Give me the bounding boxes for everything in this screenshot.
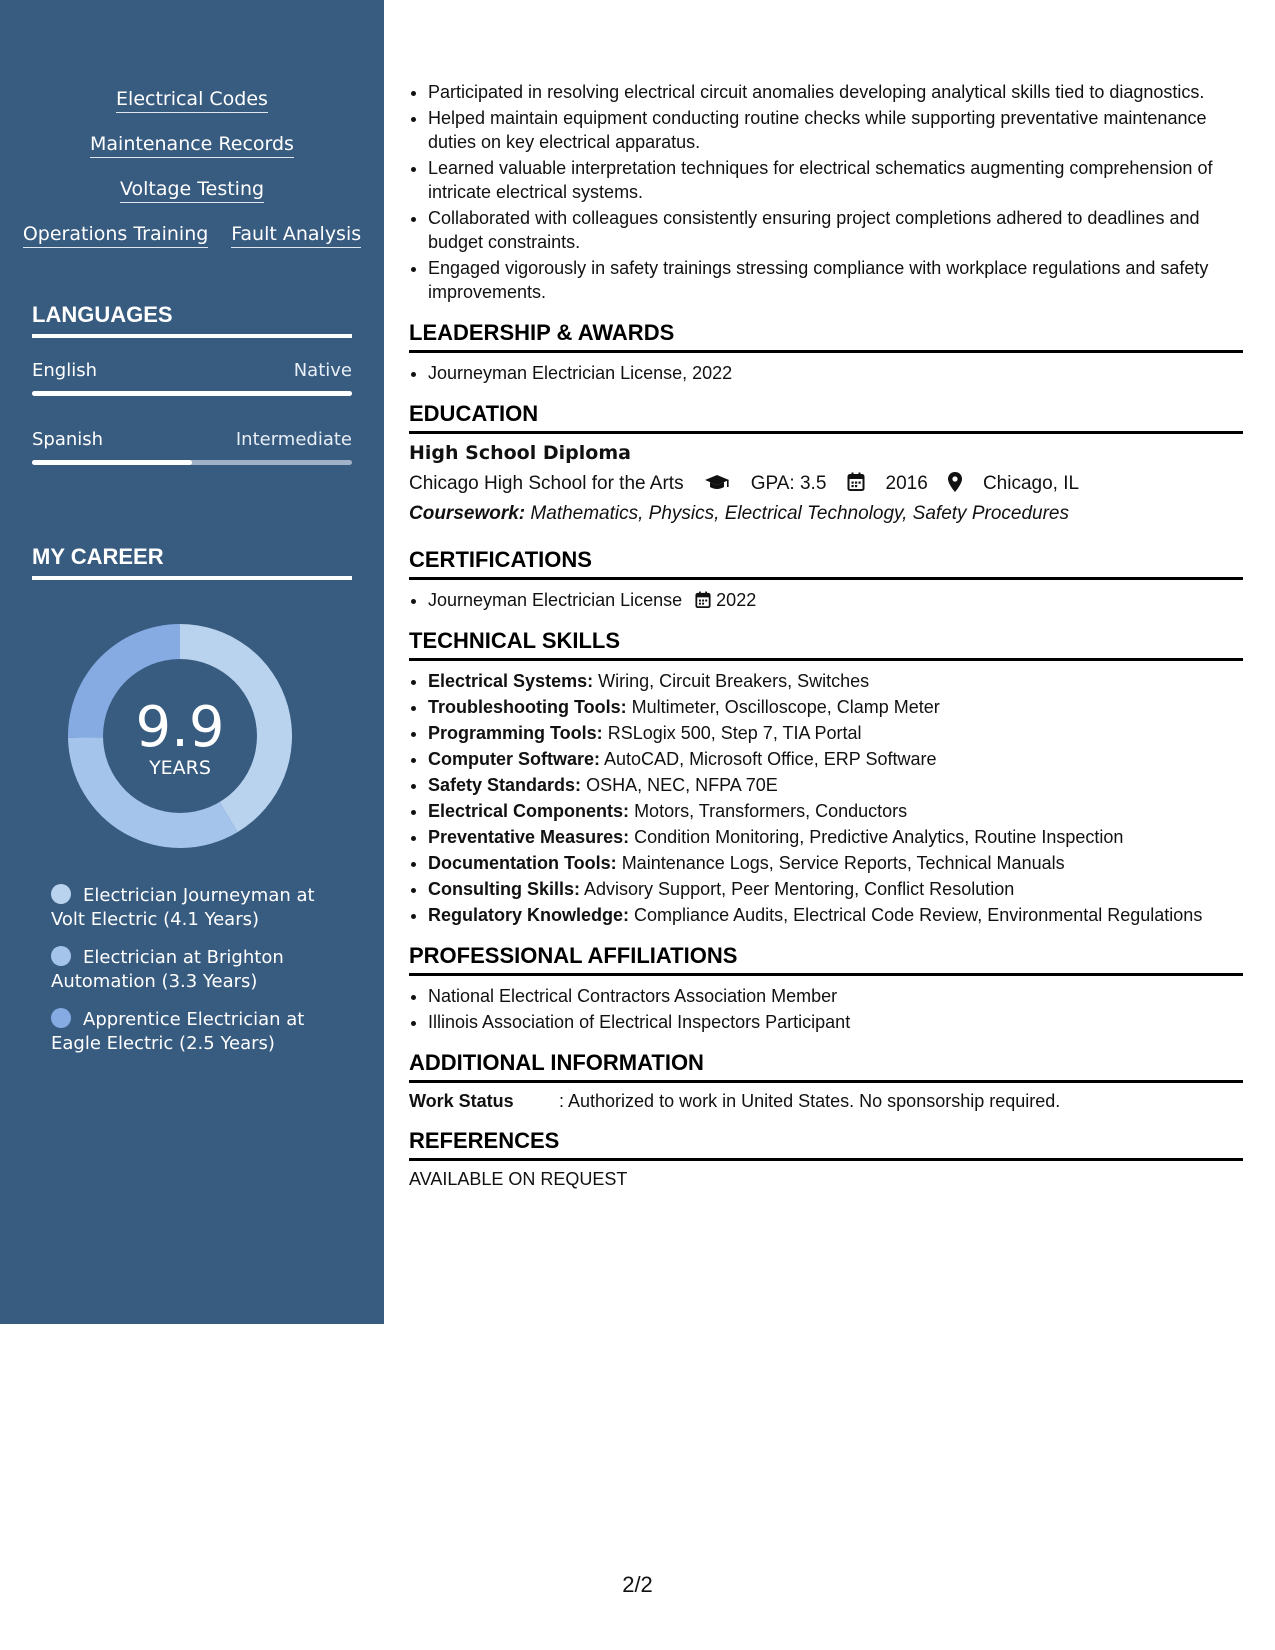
tech-skill-value: OSHA, NEC, NFPA 70E xyxy=(586,775,778,795)
career-dot-icon xyxy=(51,946,71,966)
skill-tag[interactable]: Fault Analysis xyxy=(231,223,361,248)
tech-skill-label: Safety Standards: xyxy=(428,775,582,795)
work-status-row xyxy=(409,1091,1243,1112)
tech-skill-value: AutoCAD, Microsoft Office, ERP Software xyxy=(604,749,937,769)
tech-skill-label: Consulting Skills: xyxy=(428,879,581,899)
tech-skill-label: Programming Tools: xyxy=(428,723,603,743)
gpa: GPA: 3.5 xyxy=(750,473,827,494)
tech-skill-label: Preventative Measures: xyxy=(428,827,630,847)
tech-skill-label: Regulatory Knowledge: xyxy=(428,905,630,925)
language-name: Spanish xyxy=(32,429,104,450)
language-name: English xyxy=(32,360,97,381)
tech-skill-item xyxy=(428,903,1243,927)
school-location: Chicago, IL xyxy=(982,473,1080,494)
skill-row xyxy=(0,133,384,158)
tech-skill-item xyxy=(428,695,1243,719)
affiliations-list xyxy=(409,984,1243,1034)
skill-tag[interactable]: Electrical Codes xyxy=(116,88,268,113)
additional-info-heading: ADDITIONAL INFORMATION xyxy=(409,1050,1243,1083)
language-level: Native xyxy=(293,360,352,381)
page-number: 2/2 xyxy=(622,1572,653,1597)
career-item xyxy=(51,884,341,932)
skill-row xyxy=(0,88,384,113)
skill-tag[interactable]: Maintenance Records xyxy=(90,133,294,158)
school-name: Chicago High School for the Arts xyxy=(409,473,684,494)
tech-skill-label: Documentation Tools: xyxy=(428,853,617,873)
career-item-text: Electrician at Brighton Automation (3.3 Years) xyxy=(51,947,284,992)
career-total-years: 9.9 xyxy=(135,695,225,760)
career-item-text: Electrician Journeyman at Volt Electric (4.1 Years) xyxy=(51,885,315,930)
education-details xyxy=(409,472,1243,495)
tech-skill-item xyxy=(428,799,1243,823)
technical-skills-list xyxy=(409,669,1243,927)
career-heading: MY CAREER xyxy=(32,544,352,580)
certification-year: 2022 xyxy=(716,590,757,610)
tech-skill-item xyxy=(428,851,1243,875)
main-content xyxy=(409,80,1243,1190)
experience-bullet: • Participated in resolving electrical circuit anomalies developing analytical skills tied to diagnostics. xyxy=(428,80,1243,104)
language-bar-fill xyxy=(32,391,352,396)
tech-skill-value: Advisory Support, Peer Mentoring, Conflict Resolution xyxy=(584,879,1015,899)
tech-skill-value: Compliance Audits, Electrical Code Review, Environmental Regulations xyxy=(634,905,1203,925)
sidebar xyxy=(0,0,384,1324)
tech-skill-label: Electrical Components: xyxy=(428,801,630,821)
work-status-value: : Authorized to work in United States. No sponsorship required. xyxy=(559,1091,1061,1111)
career-dot-icon xyxy=(51,884,71,904)
calendar-icon xyxy=(695,591,711,609)
experience-bullet: • Collaborated with colleagues consistently ensuring project completions adhered to deadlines and budget constraints. xyxy=(428,206,1243,254)
tech-skill-item xyxy=(428,877,1243,901)
coursework-label: Coursework: xyxy=(409,503,526,524)
leadership-item: • Journeyman Electrician License, 2022 xyxy=(428,361,1243,385)
career-donut-chart xyxy=(66,622,294,850)
experience-bullets xyxy=(409,80,1243,304)
tech-skill-value: Maintenance Logs, Service Reports, Technical Manuals xyxy=(621,853,1065,873)
tech-skill-value: Motors, Transformers, Conductors xyxy=(634,801,908,821)
experience-bullet: • Learned valuable interpretation techniques for electrical schematics augmenting comprehension of intricate electrical systems. xyxy=(428,156,1243,204)
references-text: AVAILABLE ON REQUEST xyxy=(409,1169,628,1189)
career-dot-icon xyxy=(51,1008,71,1028)
calendar-icon xyxy=(847,472,865,492)
career-item xyxy=(51,946,341,994)
coursework xyxy=(409,503,1243,525)
career-years-label: YEARS xyxy=(149,757,211,779)
tech-skill-label: Electrical Systems: xyxy=(428,671,594,691)
tech-skill-label: Computer Software: xyxy=(428,749,601,769)
language-bar xyxy=(32,391,352,396)
tech-skill-label: Troubleshooting Tools: xyxy=(428,697,627,717)
graduation-cap-icon xyxy=(704,474,730,492)
experience-bullet: • Helped maintain equipment conducting routine checks while supporting preventative maintenance duties on key electrical apparatus. xyxy=(428,106,1243,154)
certifications-heading: CERTIFICATIONS xyxy=(409,547,1243,580)
language-level: Intermediate xyxy=(235,429,352,450)
career-item-text: Apprentice Electrician at Eagle Electric (2.5 Years) xyxy=(51,1009,305,1054)
tech-skill-value: Wiring, Circuit Breakers, Switches xyxy=(598,671,870,691)
language-bar-fill xyxy=(32,460,192,465)
education-heading: EDUCATION xyxy=(409,401,1243,434)
tech-skill-item xyxy=(428,721,1243,745)
tech-skill-value: Condition Monitoring, Predictive Analytics, Routine Inspection xyxy=(634,827,1124,847)
tech-skill-item xyxy=(428,825,1243,849)
references-heading: REFERENCES xyxy=(409,1128,1243,1161)
affiliation-item: • Illinois Association of Electrical Inspectors Participant xyxy=(428,1010,1243,1034)
tech-skill-item xyxy=(428,747,1243,771)
technical-skills-heading: TECHNICAL SKILLS xyxy=(409,628,1243,661)
tech-skill-value: RSLogix 500, Step 7, TIA Portal xyxy=(607,723,862,743)
certifications-list xyxy=(409,588,1243,612)
affiliation-item: • National Electrical Contractors Association Member xyxy=(428,984,1243,1008)
skill-row xyxy=(0,223,384,248)
languages-heading: LANGUAGES xyxy=(32,302,352,338)
language-bar xyxy=(32,460,352,465)
graduation-year: 2016 xyxy=(885,473,928,494)
affiliations-heading: PROFESSIONAL AFFILIATIONS xyxy=(409,943,1243,976)
degree-title: High School Diploma xyxy=(409,442,631,464)
tech-skill-item xyxy=(428,669,1243,693)
skill-tag[interactable]: Operations Training xyxy=(23,223,208,248)
certification-name: Journeyman Electrician License xyxy=(428,590,683,610)
certification-item xyxy=(428,588,1243,612)
map-pin-icon xyxy=(948,472,962,492)
career-item xyxy=(51,1008,341,1056)
experience-bullet: • Engaged vigorously in safety trainings stressing compliance with workplace regulations and safety improvements. xyxy=(428,256,1243,304)
leadership-list xyxy=(409,361,1243,385)
coursework-text: Mathematics, Physics, Electrical Technology, Safety Procedures xyxy=(530,503,1069,524)
tech-skill-value: Multimeter, Oscilloscope, Clamp Meter xyxy=(631,697,940,717)
tech-skill-item xyxy=(428,773,1243,797)
leadership-heading: LEADERSHIP & AWARDS xyxy=(409,320,1243,353)
skill-tag[interactable]: Voltage Testing xyxy=(120,178,264,203)
skill-row xyxy=(0,178,384,203)
work-status-label: Work Status xyxy=(409,1091,514,1111)
